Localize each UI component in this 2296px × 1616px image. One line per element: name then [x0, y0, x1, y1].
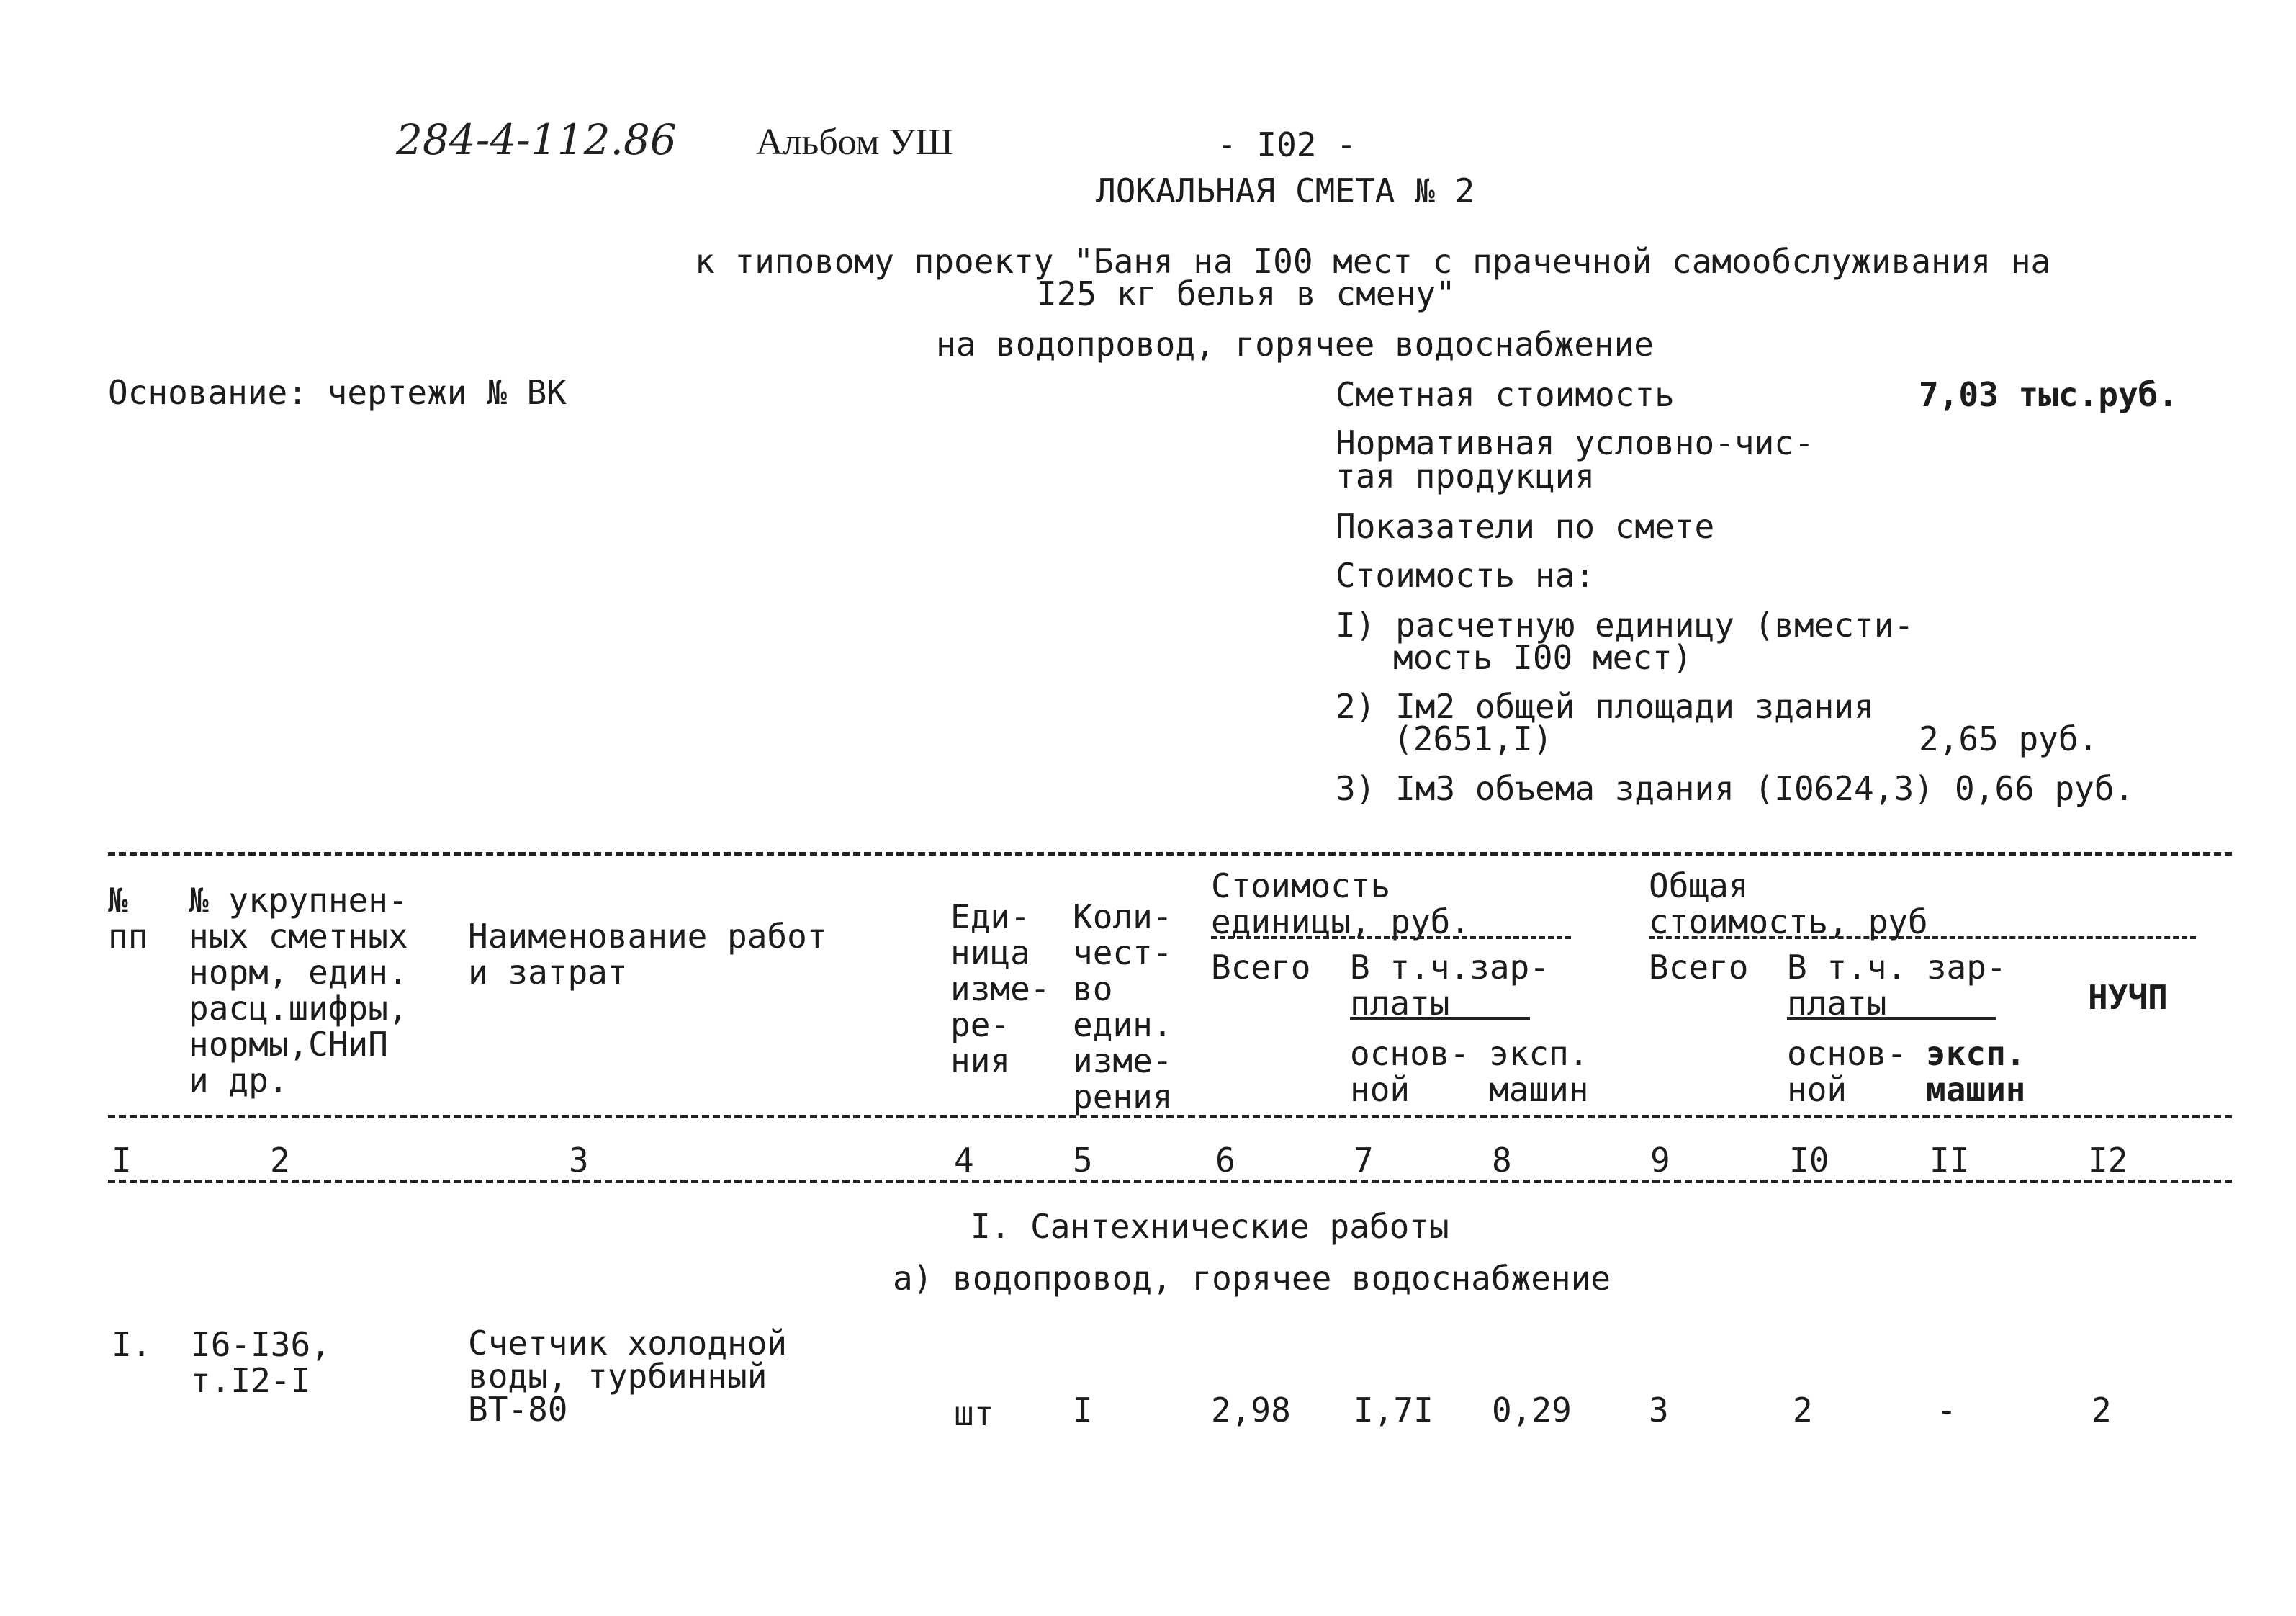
indicator-1-line-2: мость I00 мест) [1393, 638, 1693, 677]
cost-on-label: Стоимость на: [1336, 556, 1595, 595]
document-title: ЛОКАЛЬНАЯ СМЕТА № 2 [1096, 171, 1475, 210]
col-number-11: II [1930, 1141, 1970, 1180]
subsection-title: а) водопровод, горячее водоснабжение [893, 1259, 1611, 1298]
unit-cost-group-underline [1211, 936, 1571, 939]
unit-cost-all-header: Всего [1211, 948, 1311, 987]
col-number-3: 3 [569, 1141, 589, 1180]
row-1-quantity: I [1073, 1391, 1093, 1429]
row-1-number: I. [112, 1325, 152, 1364]
album-label: Альбом УШ [756, 122, 953, 163]
col-number-12: I2 [2088, 1141, 2128, 1180]
row-1-unit-basic: I,7I [1354, 1391, 1433, 1429]
col-number-8: 8 [1492, 1141, 1512, 1180]
col-number-2: 2 [270, 1141, 290, 1180]
document-number: 284-4-112.86 [396, 115, 677, 164]
col-header-quantity: Коли- чест- во един. изме- рения [1073, 897, 1173, 1116]
row-1-nuchp: 2 [2092, 1391, 2112, 1429]
col-header-norm: № укрупнен- ных сметных норм, един. расц.шифры, нормы,СНиП и др. [189, 881, 408, 1100]
normative-line-2: тая продукция [1336, 457, 1595, 495]
col-number-4: 4 [954, 1141, 974, 1180]
col-header-name: Наименование работ и затрат [468, 917, 827, 992]
row-1-total-basic: 2 [1793, 1391, 1813, 1429]
col-header-unit: Еди- ница изме- ре- ния [950, 897, 1050, 1080]
indicator-2-line-2: (2651,I) [1393, 719, 1553, 758]
total-wages-underline [1787, 1017, 1996, 1020]
indicator-1-line-1: I) расчетную единицу (вмести- [1336, 606, 1914, 645]
unit-wages-underline [1350, 1017, 1530, 1020]
table-top-rule [108, 852, 2232, 856]
row-1-name: Счетчик холодной воды, турбинный ВТ-80 [468, 1324, 788, 1429]
normative-line-1: Нормативная условно-чис- [1336, 423, 1814, 462]
col-header-number: № пп [108, 881, 148, 956]
row-1-total-machines: - [1937, 1391, 1957, 1429]
total-cost-group-header: Общая стоимость, руб [1649, 866, 1928, 941]
subtitle-line-2: I25 кг белья в смену" [1037, 274, 1456, 313]
row-1-total: 3 [1649, 1391, 1669, 1429]
unit-cost-basic-header: основ- ной [1350, 1034, 1470, 1109]
col-header-nuchp: НУЧП [2088, 978, 2168, 1017]
row-1-unit-machines: 0,29 [1492, 1391, 1572, 1429]
unit-cost-machines-header: эксп. машин [1489, 1034, 1589, 1109]
estimated-cost-value: 7,03 тыс.руб. [1919, 375, 2179, 414]
basis-text: Основание: чертежи № ВК [108, 373, 567, 412]
unit-cost-group-header: Стоимость единицы, руб. [1211, 866, 1471, 941]
col-number-6: 6 [1215, 1141, 1235, 1180]
col-number-10: I0 [1789, 1141, 1829, 1180]
col-number-9: 9 [1650, 1141, 1670, 1180]
total-cost-basic-header: основ- ной [1787, 1034, 1907, 1109]
estimate-subject: на водопровод, горячее водоснабжение [936, 325, 1654, 364]
subtitle-line-1: к типовому проекту "Баня на I00 мест с прачечной самообслуживания на [695, 242, 2051, 281]
row-1-unit: шт [954, 1394, 994, 1433]
total-cost-all-header: Всего [1649, 948, 1749, 987]
section-title: I. Сантехнические работы [971, 1207, 1449, 1246]
col-number-5: 5 [1073, 1141, 1093, 1180]
estimated-cost-label: Сметная стоимость [1336, 375, 1675, 414]
page-number: - I02 - [1217, 125, 1356, 164]
total-cost-group-underline [1649, 936, 2196, 939]
indicator-3-value: 0,66 руб. [1955, 769, 2135, 808]
col-number-1: I [112, 1141, 132, 1180]
row-1-norm: I6-I36, т.I2-I [191, 1325, 330, 1400]
indicator-2-value: 2,65 руб. [1919, 719, 2099, 758]
unit-cost-wages-header: В т.ч.зар- платы [1350, 948, 1549, 1023]
total-cost-machines-header: эксп. машин [1926, 1034, 2026, 1109]
column-numbers-rule [108, 1180, 2232, 1183]
row-1-unit-total: 2,98 [1211, 1391, 1291, 1429]
indicators-label: Показатели по смете [1336, 507, 1715, 546]
indicator-3-line: 3) Iм3 объема здания (I0624,3) [1336, 769, 1934, 808]
table-header-rule [108, 1115, 2232, 1118]
col-number-7: 7 [1354, 1141, 1374, 1180]
indicator-2-line-1: 2) Iм2 общей площади здания [1336, 687, 1874, 726]
total-cost-wages-header: В т.ч. зар- платы [1787, 948, 2007, 1023]
